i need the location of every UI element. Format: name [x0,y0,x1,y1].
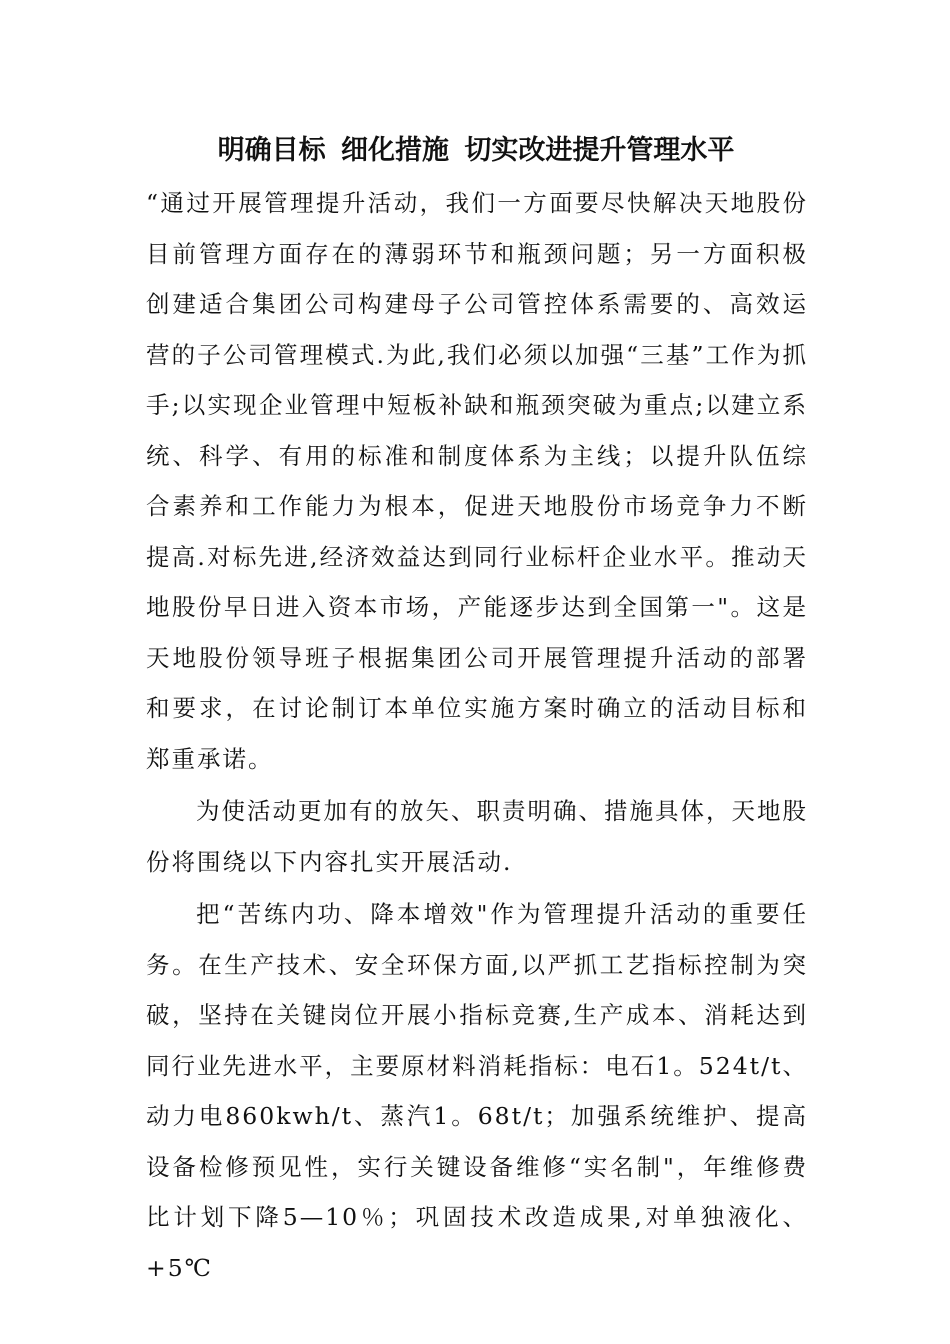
document-body [146,178,808,1293]
paragraph-2: 为使活动更加有的放矢、职责明确、措施具体，天地股份将围绕以下内容扎实开展活动. [146,797,808,876]
paragraph-1: “通过开展管理提升活动，我们一方面要尽快解决天地股份目前管理方面存在的薄弱环节和瓶颈问题；另一方面积极创建适合集团公司构建母子公司管控体系需要的、高效运营的子公司管理模式.为此,我们必须以加强“三基”工作为抓手;以实现企业管理中短板补缺和瓶颈突破为重点;以建立系统、科学、有用的标准和制度体系为主线；以提升队伍综合素养和工作能力为根本，促进天地股份市场竞争力不断提高.对标先进,经济效益达到同行业标杆企业水平。推动天地股份早日进入资本市场，产能逐步达到全国第一"。这是天地股份领导班子根据集团公司开展管理提升活动的部署和要求，在讨论制订本单位实施方案时确立的活动目标和郑重承诺。 [146,189,808,773]
paragraph-3: 把“苦练内功、降本增效"作为管理提升活动的重要任务。在生产技术、安全环保方面,以严抓工艺指标控制为突破，坚持在关键岗位开展小指标竞赛,生产成本、消耗达到同行业先进水平，主要原材料消耗指标：电石1。524t/t、动力电860kwh/t、蒸汽1。68t/t；加强系统维护、提高设备检修预见性，实行关键设备维修“实名制"，年维修费比计划下降5—10％；巩固技术改造成果,对单独液化、+5℃ [146,900,808,1282]
document-title: 明确目标 细化措施 切实改进提升管理水平 [217,135,735,166]
